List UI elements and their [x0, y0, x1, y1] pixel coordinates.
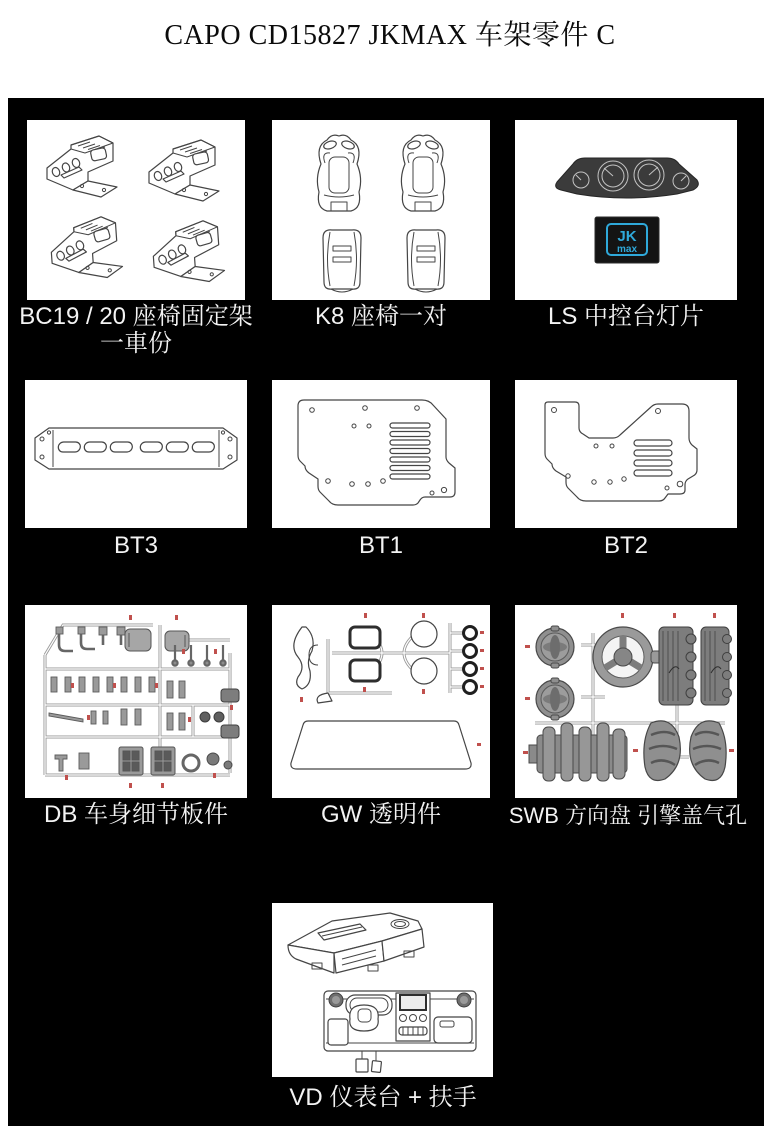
hood-vent-covers: [659, 627, 732, 705]
part-card-gw: [272, 605, 490, 798]
part-card-bt3: [25, 380, 247, 528]
part-card-bt2: [515, 380, 737, 528]
part-label-ls: LS 中控台灯片: [547, 303, 705, 330]
part-label-vd: VD 仪表台 + 扶手: [289, 1084, 477, 1111]
part-label-bt3: BT3: [113, 532, 159, 559]
steering-wheel-part: [593, 627, 663, 687]
dashboard-drawing: [324, 991, 476, 1072]
jkmax-logo-bottom-text: max: [616, 244, 638, 255]
clear-parts-sprue-drawing: [272, 605, 490, 798]
dashboard-light-panel-drawing: [515, 120, 737, 300]
part-label-swb: SWB 方向盘 引擎盖气孔: [508, 803, 748, 828]
page-title: CAPO CD15827 JKMAX 车架零件 C: [164, 20, 616, 51]
part-label-k8: K8 座椅一对: [314, 303, 448, 330]
center-console-drawing: [288, 913, 424, 973]
dashboard-armrest-drawing: [272, 903, 493, 1077]
seat-pair-drawing: [272, 120, 490, 300]
part-card-ls: [515, 120, 737, 300]
part-card-bt1: [272, 380, 490, 528]
jkmax-logo-top-text: JK: [617, 228, 637, 245]
part-label-bc19-20-line1: BC19 / 20 座椅固定架: [19, 303, 253, 330]
vented-panel-1-drawing: [272, 380, 490, 528]
ribbed-block-part: [529, 723, 627, 781]
part-label-bt1: BT1: [358, 532, 404, 559]
steering-wheel-hood-vents-drawing: [515, 605, 737, 798]
gauge-cluster-shape: [556, 158, 699, 198]
part-label-bc19-20-line2: 一車份: [100, 330, 172, 357]
part-card-vd: [272, 903, 493, 1077]
part-card-swb: [515, 605, 737, 798]
part-label-bt2: BT2: [603, 532, 649, 559]
part-card-bc19-20: [27, 120, 245, 300]
slotted-bar-drawing: [25, 380, 247, 528]
vented-panel-2-drawing: [515, 380, 737, 528]
body-detail-sprue-drawing: [25, 605, 247, 798]
seat-mount-brackets-drawing: [27, 120, 245, 300]
part-card-k8: [272, 120, 490, 300]
part-card-db: [25, 605, 247, 798]
part-label-gw: GW 透明件: [321, 801, 441, 828]
parts-grid-panel: [8, 98, 764, 1126]
part-label-db: DB 车身细节板件: [43, 801, 229, 828]
